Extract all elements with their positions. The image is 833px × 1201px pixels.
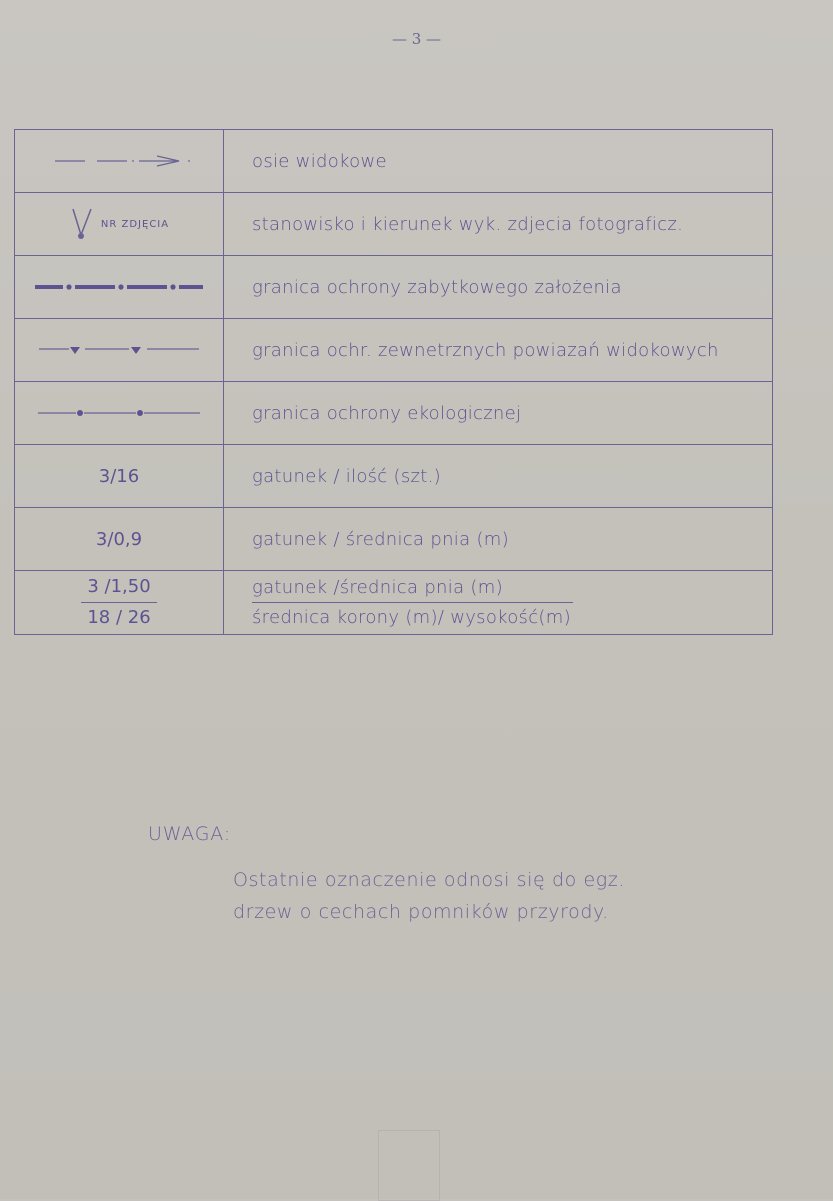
legend-symbol-cell (15, 256, 224, 319)
legend-symbol-cell (15, 193, 224, 256)
fraction-bottom: 18 / 26 (87, 607, 151, 628)
page-number: — 3 — (391, 30, 442, 48)
description-top: gatunek /średnica pnia (m) (252, 573, 573, 603)
note-line: Ostatnie oznaczenie odnosi się do egz. (233, 869, 625, 891)
line-with-triangles-icon (37, 343, 201, 357)
legend-description: gatunek / ilość (szt.) (224, 445, 773, 508)
symbol-label: NR ZDJĘCIA (100, 218, 170, 230)
dashed-arrow-line-icon (39, 154, 199, 168)
thick-dash-dot-line-icon (33, 281, 205, 293)
legend-row (15, 445, 773, 508)
note-heading: UWAGA: (148, 823, 231, 845)
symbol-text: 3/0,9 (95, 528, 143, 550)
legend-symbol-cell (15, 571, 224, 635)
faint-stamp-mark (378, 1130, 440, 1201)
symbol-text: 3/16 (98, 465, 140, 487)
legend-symbol-cell (15, 319, 224, 382)
legend-row (15, 256, 773, 319)
legend-description: granica ochrony ekologicznej (224, 382, 773, 445)
legend-row (15, 193, 773, 256)
description-bottom: średnica korony (m)/ wysokość(m) (252, 607, 571, 628)
legend-symbol-cell (15, 130, 224, 193)
legend-row (15, 508, 773, 571)
v-mark-icon (69, 207, 95, 241)
legend-row (15, 382, 773, 445)
legend-table (14, 129, 773, 635)
legend-description: granica ochr. zewnetrznych powiazań widokowych (224, 319, 773, 382)
legend-symbol-cell (15, 508, 224, 571)
legend-description: stanowisko i kierunek wyk. zdjecia fotograficz. (224, 193, 773, 256)
fraction-top: 3 /1,50 (81, 572, 156, 603)
legend-symbol-cell (15, 382, 224, 445)
legend-row (15, 571, 773, 635)
note-line: drzew o cechach pomników przyrody. (233, 901, 609, 923)
note-body (233, 864, 793, 928)
fraction-symbol (15, 572, 223, 633)
legend-symbol-cell (15, 445, 224, 508)
legend-description: granica ochrony zabytkowego założenia (224, 256, 773, 319)
legend-description (224, 571, 773, 635)
legend-description: osie widokowe (224, 130, 773, 193)
line-with-dots-icon (36, 407, 202, 419)
legend-row (15, 130, 773, 193)
legend-row (15, 319, 773, 382)
legend-description: gatunek / średnica pnia (m) (224, 508, 773, 571)
